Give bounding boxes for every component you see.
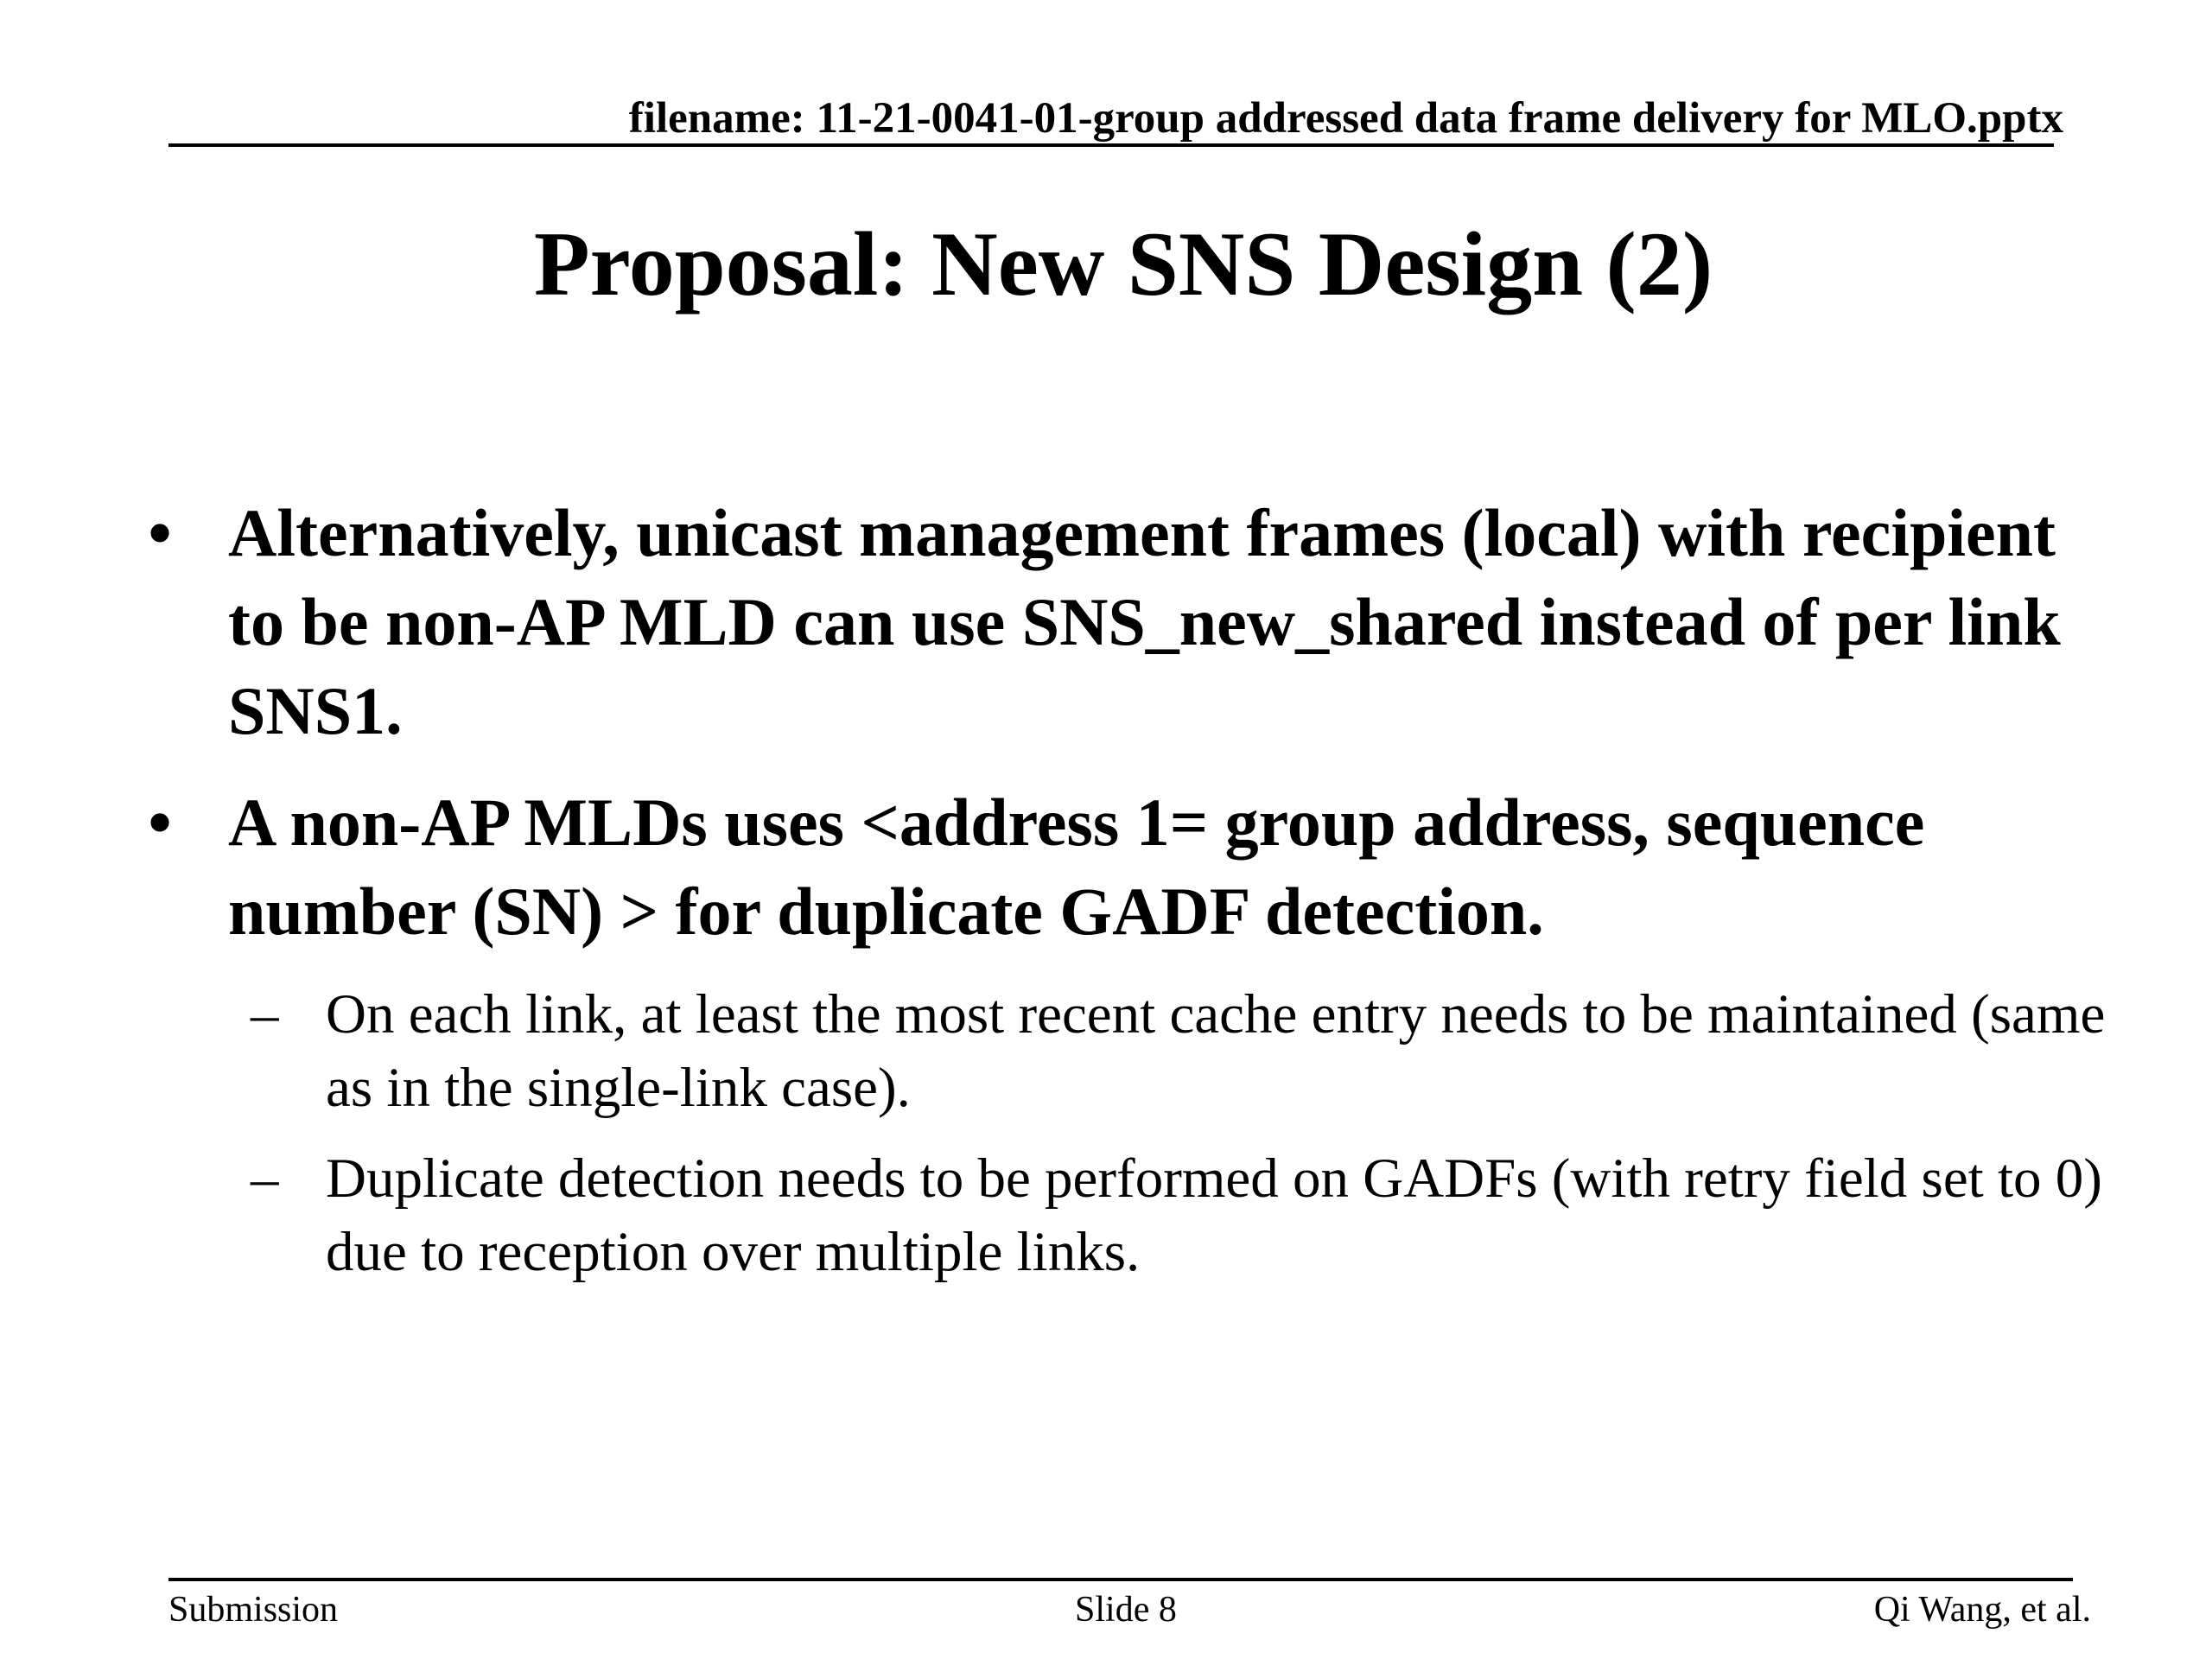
sub-bullet-item bbox=[138, 978, 2108, 1125]
bullet-item bbox=[138, 778, 2108, 956]
bullet-text: A non-AP MLDs uses <address 1= group address, sequence number (SN) > for duplicate GADF detection. bbox=[228, 785, 1925, 949]
footer-slide-number: Slide 8 bbox=[1075, 1590, 1177, 1630]
header-filename: filename: 11-21-0041-01-group addressed data frame delivery for MLO.pptx bbox=[628, 94, 2063, 143]
footer-submission: Submission bbox=[168, 1590, 339, 1630]
bullet-marker: • bbox=[148, 495, 172, 570]
slide-body bbox=[138, 488, 2108, 1306]
bullet-text: Alternatively, unicast management frames (local) with recipient to be non-AP MLD can use SNS_new_shared instead of per link SNS1. bbox=[228, 495, 2061, 748]
sub-bullet-item bbox=[138, 1142, 2108, 1289]
footer-divider bbox=[168, 1578, 2073, 1581]
header-divider bbox=[168, 143, 2054, 147]
bullet-item bbox=[138, 488, 2108, 755]
footer-author: Qi Wang, et al. bbox=[1873, 1590, 2091, 1630]
bullet-marker: • bbox=[148, 785, 172, 860]
dash-marker: – bbox=[251, 983, 279, 1046]
sub-bullet-text: On each link, at least the most recent cache entry needs to be maintained (same as in the single-link case). bbox=[326, 983, 2106, 1119]
slide-title: Proposal: New SNS Design (2) bbox=[533, 213, 1713, 315]
sub-bullet-text: Duplicate detection needs to be performed on GADFs (with retry field set to 0) due to reception over multiple links. bbox=[326, 1147, 2102, 1283]
dash-marker: – bbox=[251, 1147, 279, 1210]
